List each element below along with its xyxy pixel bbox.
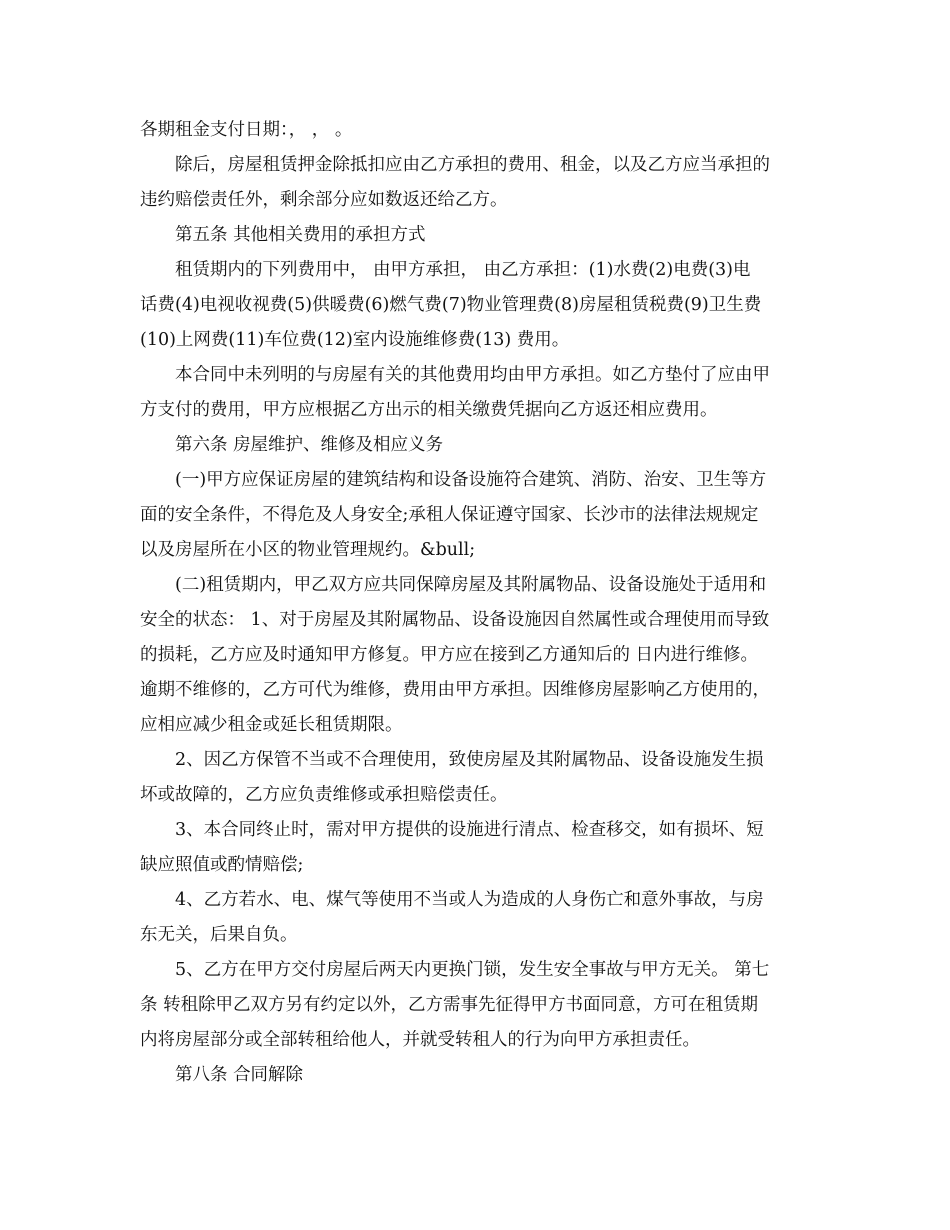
text-line: 内将房屋部分或全部转租给他人，并就受转租人的行为向甲方承担责任。	[140, 1030, 700, 1050]
section-heading: 第五条 其他相关费用的承担方式	[175, 225, 426, 245]
text-line: 的损耗，乙方应及时通知甲方修复。甲方应在接到乙方通知后的 日内进行维修。	[140, 645, 759, 665]
text-line: 缺应照值或酌情赔偿;	[140, 855, 304, 875]
text-line: 4、乙方若水、电、煤气等使用不当或人为造成的人身伤亡和意外事故，与房	[175, 890, 764, 910]
text-line: 租赁期内的下列费用中， 由甲方承担， 由乙方承担：(1)水费(2)电费(3)电	[175, 260, 751, 280]
section-heading: 第六条 房屋维护、维修及相应义务	[175, 435, 444, 455]
text-line: 以及房屋所在小区的物业管理规约。&bull;	[140, 540, 476, 560]
text-line: 应相应减少租金或延长租赁期限。	[140, 715, 403, 735]
text-line: (一)甲方应保证房屋的建筑结构和设备设施符合建筑、消防、治安、卫生等方	[175, 470, 767, 490]
text-line: 东无关，后果自负。	[140, 925, 298, 945]
text-line: 方支付的费用，甲方应根据乙方出示的相关缴费凭据向乙方返还相应费用。	[140, 400, 718, 420]
text-line: 违约赔偿责任外，剩余部分应如数返还给乙方。	[140, 190, 508, 210]
text-line: 坏或故障的，乙方应负责维修或承担赔偿责任。	[140, 785, 508, 805]
text-line: 2、因乙方保管不当或不合理使用，致使房屋及其附属物品、设备设施发生损	[175, 750, 764, 770]
text-line: 除后，房屋租赁押金除抵扣应由乙方承担的费用、租金，以及乙方应当承担的	[175, 155, 770, 175]
text-line: 各期租金支付日期：， ， 。	[140, 120, 353, 140]
section-heading: 第八条 合同解除	[175, 1065, 304, 1085]
text-line: 逾期不维修的，乙方可代为维修，费用由甲方承担。因维修房屋影响乙方使用的，	[140, 680, 770, 700]
text-line: 条 转租除甲乙双方另有约定以外，乙方需事先征得甲方书面同意，方可在租赁期	[140, 995, 759, 1015]
text-line: 安全的状态： 1、对于房屋及其附属物品、设备设施因自然属性或合理使用而导致	[140, 610, 770, 630]
text-line: 3、本合同终止时，需对甲方提供的设施进行清点、检查移交，如有损坏、短	[175, 820, 764, 840]
text-line: 5、乙方在甲方交付房屋后两天内更换门锁，发生安全事故与甲方无关。 第七	[175, 960, 770, 980]
text-line: 话费(4)电视收视费(5)供暖费(6)燃气费(7)物业管理费(8)房屋租赁税费(9)卫生费	[140, 295, 762, 315]
text-line: 面的安全条件，不得危及人身安全;承租人保证遵守国家、长沙市的法律法规规定	[140, 505, 759, 525]
text-line: (10)上网费(11)车位费(12)室内设施维修费(13) 费用。	[140, 330, 570, 350]
text-line: 本合同中未列明的与房屋有关的其他费用均由甲方承担。如乙方垫付了应由甲	[175, 365, 770, 385]
text-line: (二)租赁期内，甲乙双方应共同保障房屋及其附属物品、设备设施处于适用和	[175, 575, 767, 595]
